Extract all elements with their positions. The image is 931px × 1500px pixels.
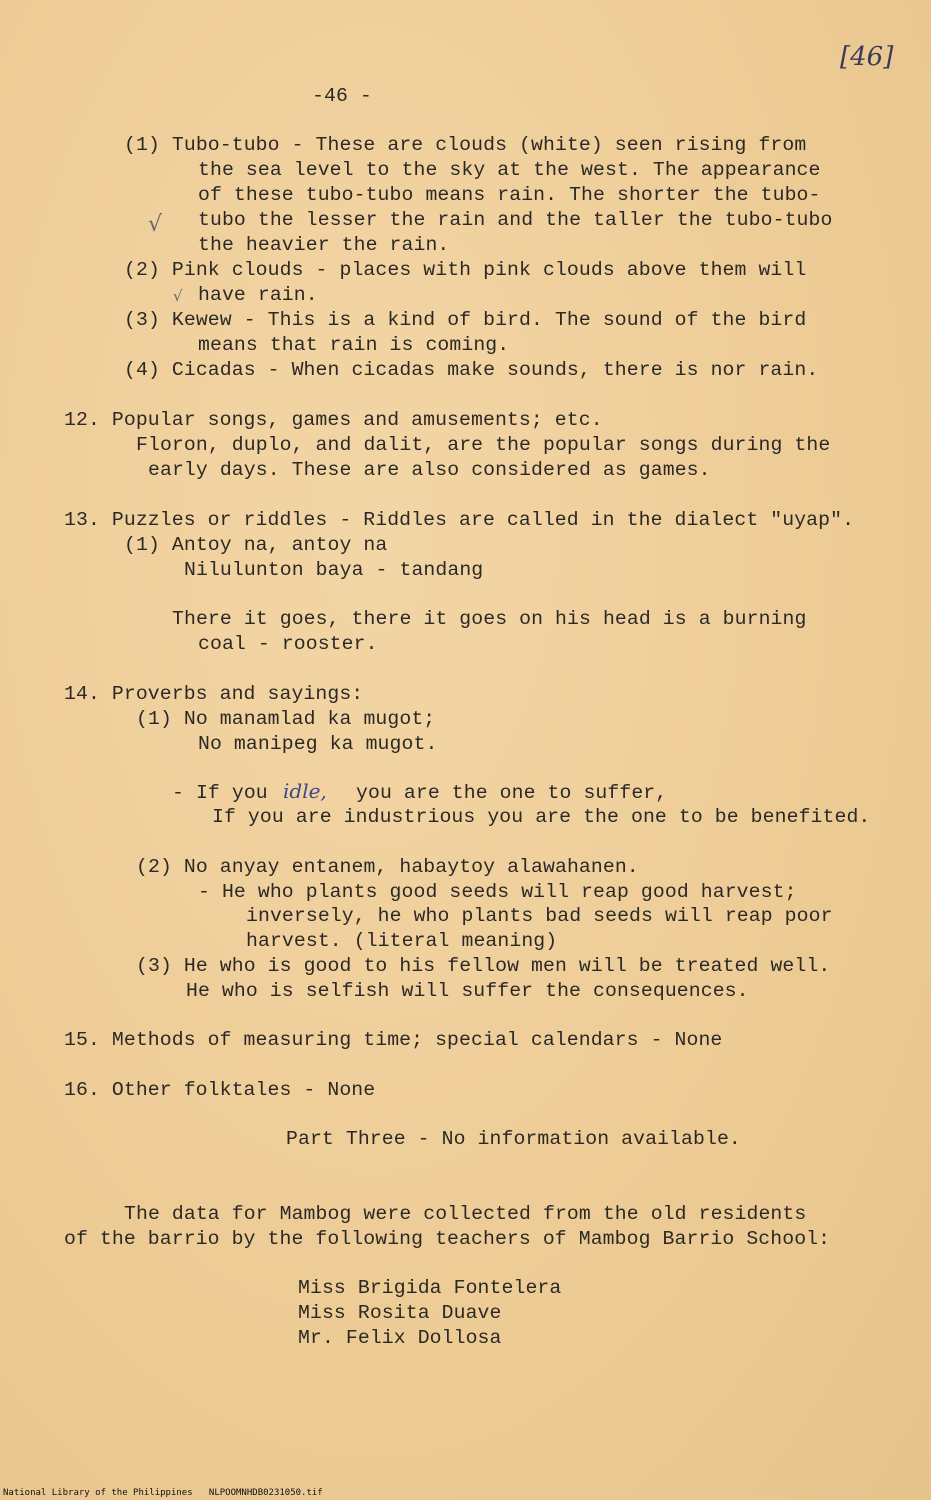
tubo-tubo-line-1: (1) Tubo-tubo - These are clouds (white) seen rising from — [124, 134, 807, 156]
handwritten-insertion: idle, — [283, 779, 327, 803]
check-mark-icon: √ — [173, 287, 183, 305]
part-three: Part Three - No information available. — [286, 1128, 741, 1150]
proverb-2-line-1: (2) No anyay entanem, habaytoy alawahanen. — [136, 856, 639, 878]
riddle-line-1: (1) Antoy na, antoy na — [124, 534, 388, 556]
page-marker: [46] — [840, 42, 894, 72]
proverb-1-line-2: No manipeg ka mugot. — [198, 733, 438, 755]
proverb-1-translation-2: If you are industrious you are the one to be benefited. — [212, 806, 871, 828]
section-13-heading: 13. Puzzles or riddles - Riddles are called in the dialect "uyap". — [64, 509, 855, 531]
closing-line-2: of the barrio by the following teachers of Mambog Barrio School: — [64, 1228, 831, 1250]
proverb-1-line-1: (1) No manamlad ka mugot; — [136, 708, 436, 730]
section-16: 16. Other folktales - None — [64, 1079, 376, 1101]
riddle-translation-2: coal - rooster. — [198, 633, 378, 655]
teacher-1: Miss Brigida Fontelera — [298, 1277, 562, 1299]
teacher-2: Miss Rosita Duave — [298, 1302, 502, 1324]
proverb-2-line-3: inversely, he who plants bad seeds will reap poor — [246, 905, 833, 927]
section-12-line-2: early days. These are also considered as games. — [148, 459, 711, 481]
section-15: 15. Methods of measuring time; special calendars - None — [64, 1029, 723, 1051]
tubo-tubo-line-4: tubo the lesser the rain and the taller the tubo-tubo — [198, 209, 833, 231]
pink-clouds-line-1: (2) Pink clouds - places with pink clouds above them will — [124, 259, 807, 281]
kewew-line-2: means that rain is coming. — [198, 334, 510, 356]
proverb-1-translation-rest: you are the one to suffer, — [356, 782, 668, 804]
teacher-3: Mr. Felix Dollosa — [298, 1327, 502, 1349]
page-number: -46 - — [312, 85, 372, 107]
pink-clouds-line-2: have rain. — [198, 284, 318, 306]
tubo-tubo-line-2: the sea level to the sky at the west. The appearance — [198, 159, 821, 181]
footer-library: National Library of the Philippines — [3, 1488, 193, 1498]
footer-filename: NLPOOMNHDB0231050.tif — [208, 1488, 323, 1498]
tubo-tubo-line-3: of these tubo-tubo means rain. The shorter the tubo- — [198, 184, 821, 206]
check-mark-icon: √ — [148, 212, 163, 237]
proverb-1-translation-prefix: - If you — [172, 782, 268, 804]
closing-line-1: The data for Mambog were collected from the old residents — [124, 1203, 807, 1225]
proverb-2-line-2: - He who plants good seeds will reap good harvest; — [198, 881, 797, 903]
riddle-line-2: Nilulunton baya - tandang — [184, 559, 484, 581]
footer — [3, 1488, 323, 1498]
riddle-translation-1: There it goes, there it goes on his head is a burning — [172, 608, 807, 630]
section-12-line-1: Floron, duplo, and dalit, are the popular songs during the — [136, 434, 831, 456]
proverb-2-line-4: harvest. (literal meaning) — [246, 930, 558, 952]
kewew-line-1: (3) Kewew - This is a kind of bird. The sound of the bird — [124, 309, 807, 331]
section-14-heading: 14. Proverbs and sayings: — [64, 683, 364, 705]
section-12-heading: 12. Popular songs, games and amusements; etc. — [64, 409, 603, 431]
cicadas-line: (4) Cicadas - When cicadas make sounds, there is nor rain. — [124, 359, 819, 381]
tubo-tubo-line-5: the heavier the rain. — [198, 234, 450, 256]
proverb-3-line-1: (3) He who is good to his fellow men will be treated well. — [136, 955, 831, 977]
proverb-3-line-2: He who is selfish will suffer the consequences. — [186, 980, 749, 1002]
